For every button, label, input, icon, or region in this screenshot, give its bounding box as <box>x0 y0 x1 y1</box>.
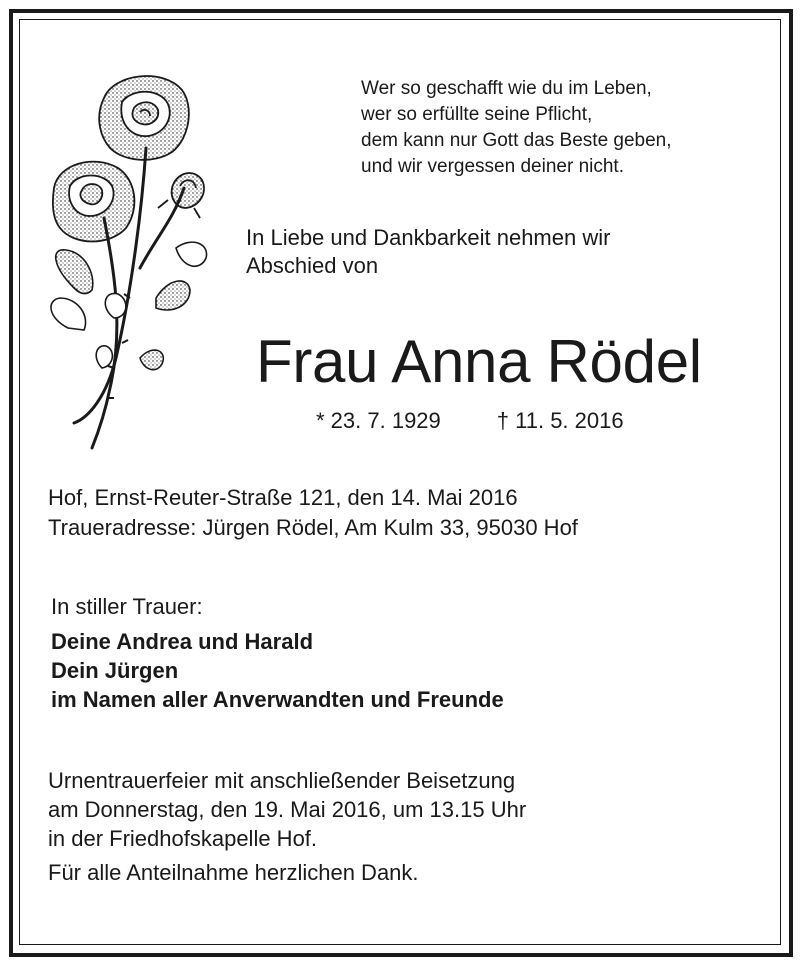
mourners-list <box>51 627 504 714</box>
birth-date: * 23. 7. 1929 <box>316 408 441 433</box>
mourning-label: In stiller Trauer: <box>51 594 203 619</box>
intro-line: Abschied von <box>246 253 379 278</box>
life-dates <box>316 407 624 435</box>
death-date: † 11. 5. 2016 <box>496 408 624 433</box>
mourner-line: Dein Jürgen <box>51 658 179 683</box>
funeral-line: Urnentrauerfeier mit anschließender Beisetzung <box>48 768 516 793</box>
farewell-intro <box>246 224 610 280</box>
deceased-name: Frau Anna Rödel <box>256 328 702 395</box>
funeral-info <box>48 766 526 853</box>
place-and-address <box>48 483 578 543</box>
mourner-line: im Namen aller Anverwandten und Freunde <box>51 687 504 712</box>
funeral-line: am Donnerstag, den 19. Mai 2016, um 13.15 Uhr <box>48 797 527 822</box>
poem-line: und wir vergessen deiner nicht. <box>361 156 624 177</box>
rose-illustration-icon <box>44 68 224 463</box>
mourner-line: Deine Andrea und Harald <box>51 629 314 654</box>
place-date-line: Hof, Ernst-Reuter-Straße 121, den 14. Mai 2016 <box>48 485 518 510</box>
intro-line: In Liebe und Dankbarkeit nehmen wir <box>246 225 611 250</box>
funeral-line: in der Friedhofskapelle Hof. <box>48 826 318 851</box>
poem-line: dem kann nur Gott das Beste geben, <box>361 130 672 151</box>
thanks-note: Für alle Anteilnahme herzlichen Dank. <box>48 860 419 885</box>
mourning-address-line: Traueradresse: Jürgen Rödel, Am Kulm 33, 95030 Hof <box>48 515 578 540</box>
poem-line: wer so erfüllte seine Pflicht, <box>361 104 593 125</box>
poem-line: Wer so geschafft wie du im Leben, <box>361 78 652 99</box>
poem-verse <box>361 76 672 180</box>
